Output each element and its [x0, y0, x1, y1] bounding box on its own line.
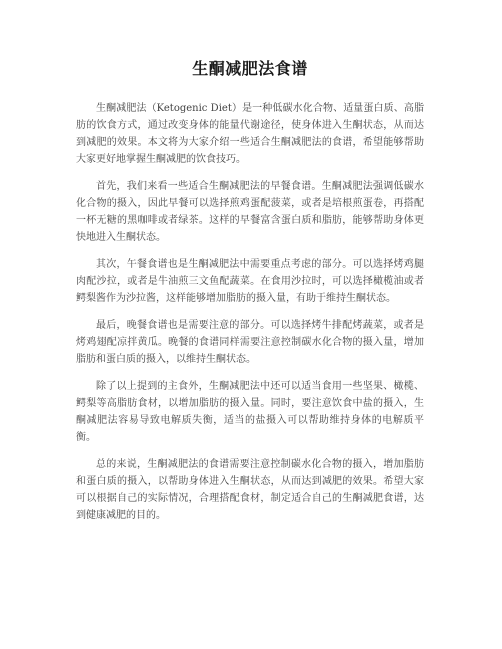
paragraph-summary: 总的来说，生酮减肥法的食谱需要注意控制碳水化合物的摄入，增加脂肪和蛋白质的摄入，以帮助身体进入生酮状态，从而达到减肥的效果。希望大家可以根据自己的实际情况，合理搭配食材，制定适合自己的生酮减肥食谱，达到健康减肥的目的。: [76, 459, 424, 521]
paragraph-breakfast: 首先，我们来看一些适合生酮减肥法的早餐食谱。生酮减肥法强调低碳水化合物的摄入，因此早餐可以选择煎鸡蛋配菠菜，或者是培根煎蛋卷，再搭配一杯无糖的黑咖啡或者绿茶。这样的早餐富含蛋白质和脂肪，能够帮助身体更快地进入生酮状态。: [76, 181, 424, 243]
paragraph-lunch: 其次，午餐食谱也是生酮减肥法中需要重点考虑的部分。可以选择烤鸡腿肉配沙拉，或者是牛油煎三文鱼配蔬菜。在食用沙拉时，可以选择橄榄油或者鳄梨酱作为沙拉酱，这样能够增加脂肪的摄入量，有助于维持生酮状态。: [76, 259, 424, 304]
paragraph-dinner: 最后，晚餐食谱也是需要注意的部分。可以选择烤牛排配烤蔬菜，或者是烤鸡翅配凉拌黄瓜。晚餐的食谱同样需要注意控制碳水化合物的摄入量，增加脂肪和蛋白质的摄入，以维持生酮状态。: [76, 320, 424, 365]
paragraph-extras: 除了以上提到的主食外，生酮减肥法中还可以适当食用一些坚果、橄榄、鳄梨等高脂肪食材，以增加脂肪的摄入量。同时，要注意饮食中盐的摄入，生酮减肥法容易导致电解质失衡，适当的盐摄入可以帮助维持身体的电解质平衡。: [76, 381, 424, 443]
document-title: 生酮减肥法食谱: [192, 59, 308, 78]
paragraph-intro: 生酮减肥法（Ketogenic Diet）是一种低碳水化合物、适量蛋白质、高脂肪的饮食方式，通过改变身体的能量代谢途径，使身体进入生酮状态，从而达到减肥的效果。本文将为大家介绍一些适合生酮减肥法的食谱，希望能够帮助大家更好地掌握生酮减肥的饮食技巧。: [76, 103, 424, 165]
